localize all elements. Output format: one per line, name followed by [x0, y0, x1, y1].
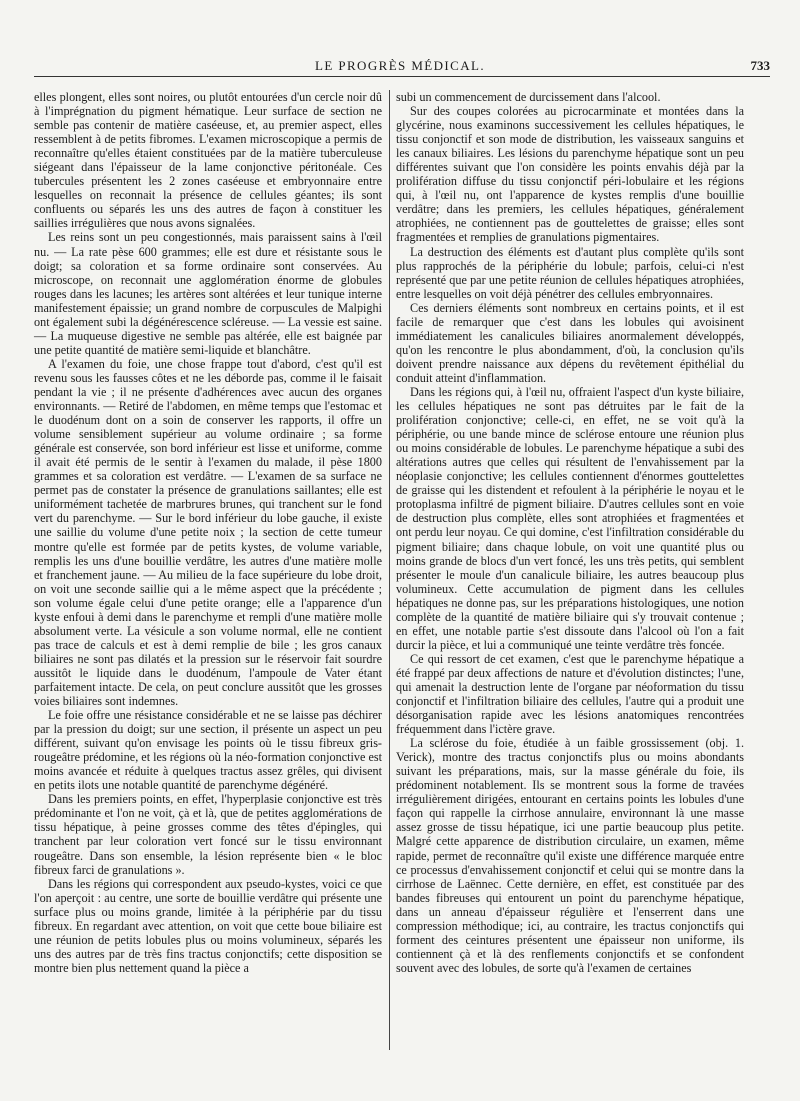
left-column [34, 90, 382, 975]
running-head [0, 58, 800, 76]
page-number: 733 [750, 58, 770, 73]
paragraph: Sur des coupes colorées au picrocarminate et montées dans la glycérine, nous examinons successivement les cellules hépatiques, le tissu conjonctif et son mode de distribution, les vaisseaux sanguins et les canaux biliaires. Les lésions du parenchyme hépatique sont un peu différentes suivant que l'on considère les points envahis déjà par la prolifération diffuse du tissu conjonctif péri-lobulaire et les régions qui, à l'œil nu, ont l'apparence de kystes remplis d'une bouillie verdâtre; dans les premiers, les cellules hépatiques, généralement atrophiées, ne contiennent pas de gouttelettes de graisse; elles sont fragmentées et remplies de granulations pigmentaires. [396, 104, 744, 245]
paragraph: elles plongent, elles sont noires, ou plutôt entourées d'un cercle noir dû à l'imprégnation du pigment hématique. Leur surface de section ne semble pas contenir de matière caséeuse, et, au premier aspect, elles ressemblent à de petits fibromes. L'examen microscopique a permis de reconnaître qu'elles étaient constituées par de la matière tuberculeuse siégeant dans l'épaisseur de la lame conjonctive péritonéale. Ces tubercules présentent les 2 zones caséeuse et embryonnaire entre lesquelles on reconnait la présence de cellules géantes; ils sont confluents ou séparés les uns des autres de façon à constituer les saillies irrégulières que nous avons signalées. [34, 90, 382, 231]
paragraph: Dans les premiers points, en effet, l'hyperplasie conjonctive est très prédominante et l'on ne voit, çà et là, que de petites agglomérations de tissu hépatique, à peine grosses comme des têtes d'épingles, qui tranchent par leur coloration vert foncé sur le tissu environnant rougeâtre. Dans son ensemble, la lésion représente bien « le bloc fibreux farci de granulations ». [34, 792, 382, 877]
paragraph: Les reins sont un peu congestionnés, mais paraissent sains à l'œil nu. — La rate pèse 600 grammes; elle est dure et résistante sous le doigt; sa coloration et sa forme ordinaire sont conservées. Au microscope, on reconnait une agglomération énorme de globules rouges dans les lacunes; les artères sont altérées et leur tunique interne manifestement épaissie; un grand nombre de corpuscules de Malpighi ont également subi la dégénérescence scléreuse. — La vessie est saine. — La muqueuse digestive ne semble pas altérée, elle est baignée par une petite quantité de matière semi-liquide et blanchâtre. [34, 230, 382, 357]
paragraph: La sclérose du foie, étudiée à un faible grossissement (obj. 1. Verick), montre des tractus conjonctifs plus ou moins abondants suivant les préparations, mais, sur la masse générale du foie, ils prédominent notablement. Ils se montrent sous la forme de travées irrégulièrement dirigées, entourant en certains points les lobules d'une façon qui rappelle la cirrhose annulaire, environnant là une masse assez grosse de tissu hépatique, ici une partie beaucoup plus petite. Malgré cette apparence de distribution circulaire, un examen, même rapide, permet de reconnaître qu'il existe une différence marquée entre ce processus d'envahissement conjonctif et celui qui se montre dans la cirrhose de Laënnec. Cette dernière, en effet, est constituée par des bandes fibreuses qui entourent un point du parenchyme hépatique, dans un anneau d'épaisseur régulière et l'enserrent dans une compression méthodique; ici, au contraire, les tractus conjonctifs qui forment des ceintures présentent une épaisseur non uniforme, ils contiennent çà et là des renflements conjonctifs et se confondent souvent avec des lobules, de sorte qu'à l'examen de certaines [396, 736, 744, 975]
column-divider [389, 90, 390, 1050]
right-column [396, 90, 744, 975]
paragraph: Dans les régions qui, à l'œil nu, offraient l'aspect d'un kyste biliaire, les cellules hépatiques ne sont pas détruites par le fait de la prolifération conjonctive; celle-ci, en effet, ne se voit qu'à la périphérie, ou une bande mince de sclérose entoure une réunion plus ou moins considérable de lobules. Le parenchyme hépatique a subi des altérations autres que celles qui résultent de l'envahissement par la néoplasie conjonctive; les cellules contiennent d'énormes gouttelettes de graisse qui les distendent et refoulent à la périphérie le noyau et le protoplasma infiltré de pigment biliaire. D'autres cellules sont en voie de destruction plus complète, elles sont atrophiées et fragmentées et ont perdu leur noyau. Ce qui domine, c'est l'infiltration considérable du pigment biliaire; dans chaque lobule, on voit une quantité plus ou moins grande de blocs d'un vert foncé, les uns très petits, qui semblent présenter le moule d'un canalicule biliaire, les autres beaucoup plus volumineux. Cette accumulation de pigment dans les cellules hépatiques ne donne pas, sur les préparations histologiques, une notion complète de la quantité de matière biliaire qui s'y trouvait contenue ; en effet, une notable partie s'est dissoute dans l'alcool où l'on a fait durcir la pièce, et lui a communiqué une teinte verdâtre très foncée. [396, 384, 744, 652]
header-rule [34, 76, 770, 77]
paragraph: Dans les régions qui correspondent aux pseudo-kystes, voici ce que l'on aperçoit : au centre, une sorte de bouillie verdâtre qui présente une surface plus ou moins grande, limitée à la périphérie par du tissu fibreux. En regardant avec attention, on voit que cette boue biliaire est une réunion de petits lobules plus ou moins volumineux, séparés les uns des autres par de très fins tractus conjonctifs; cette disposition se montre bien plus nettement quand la pièce a [34, 876, 382, 975]
journal-title: LE PROGRÈS MÉDICAL. [315, 58, 485, 73]
paragraph: Ces derniers éléments sont nombreux en certains points, et il est facile de remarquer que c'est dans les lobules qui avoisinent immédiatement les canalicules biliaires anormalement développés, qu'on les rencontre le plus abondamment, d'où, la conclusion qu'ils doivent prendre naissance aux dépens du revêtement épithélial du conduit atteint d'inflammation. [396, 300, 744, 385]
paragraph: Ce qui ressort de cet examen, c'est que le parenchyme hépatique a été frappé par deux affections de nature et d'évolution distinctes; l'une, qui amenait la destruction lente de l'organe par néoformation du tissu conjonctif et l'infiltration biliaire des cellules, l'autre qui a produit une désorganisation rapide avec les lésions anatomiques rencontrées fréquemment dans l'ictère grave. [396, 651, 744, 737]
paragraph: subi un commencement de durcissement dans l'alcool. [396, 90, 661, 104]
paragraph: La destruction des éléments est d'autant plus complète qu'ils sont plus rapprochés de la périphérie du lobule; parfois, celui-ci n'est représenté que par une petite réunion de cellules hépatiques atrophiées, entre lesquelles on voit déjà pénétrer des cellules embryonnaires. [396, 244, 744, 301]
paragraph: Le foie offre une résistance considérable et ne se laisse pas déchirer par la pression du doigt; sur une section, il présente un aspect un peu différent, suivant qu'on envisage les points où le tissu fibreux gris-rougeâtre prédomine, et les régions où la néo-formation conjonctive est moins avancée et réduite à quelques tractus assez grêles, qui divisent en petits ilots une notable quantité de parenchyme dégénéré. [34, 708, 382, 793]
paragraph: A l'examen du foie, une chose frappe tout d'abord, c'est qu'il est revenu sous les fausses côtes et ne les déborde pas, comme il le faisait pendant la vie ; il ne présente d'adhérences avec aucun des organes environnants. — Retiré de l'abdomen, en même temps que l'estomac et le duodénum dont on a soin de conserver les rapports, il offre un volume sensiblement supérieur au volume ordinaire ; sa forme générale est conservée, son bord inférieur est lisse et uniforme, comme il avait été permis de le sentir à l'examen du malade, il pèse 1800 grammes et sa coloration est verdâtre. — L'examen de sa surface ne permet pas de constater la présence de granulations saillantes; elle est uniformément tachetée de marbrures brunes, qui tranchent sur le fond vert du parenchyme. — Sur le bord inférieur du lobe gauche, il existe une saillie du volume d'une petite noix ; la section de cette tumeur montre qu'elle est formée par de petits kystes, de volume variable, remplis les uns d'une bouillie verdâtre, les autres d'une matière molle et franchement jaune. — Au milieu de la face supérieure du lobe droit, on voit une seconde saillie qui a le même aspect que la précédente ; son volume égale celui d'une petite orange; elle a l'apparence d'un kyste enfoui à demi dans le parenchyme et rempli d'une matière molle absolument verte. La vésicule a son volume normal, elle ne contient pas trace de calculs et est à demi remplie de bile ; les gros canaux biliaires ne sont pas dilatés et la pression sur le réservoir fait sourdre aussitôt le liquide dans le duodénum, l'ampoule de Vater étant parfaitement intacte. De cela, on peut conclure aussitôt que les grosses voies biliaires sont indemnes. [34, 356, 382, 709]
